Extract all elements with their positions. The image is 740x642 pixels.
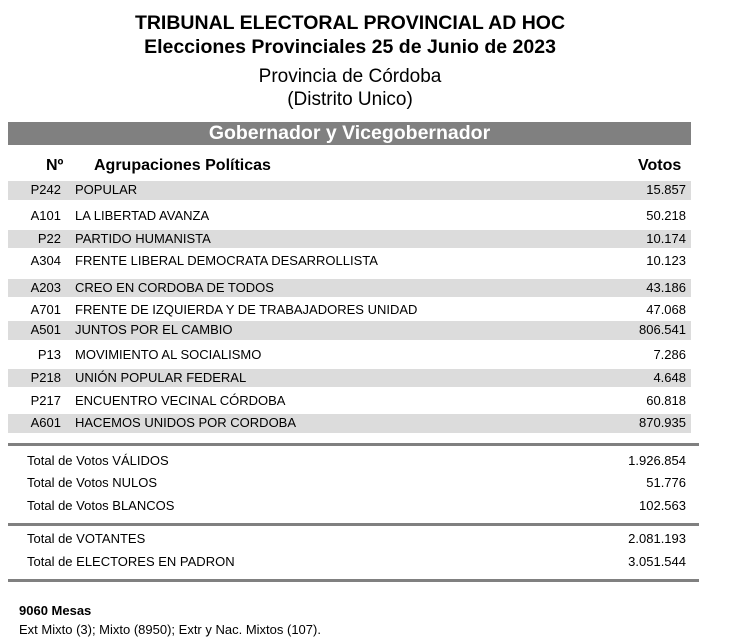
column-header-number: Nº	[46, 157, 64, 174]
party-code: A101	[30, 208, 61, 223]
total-blank-row	[8, 497, 691, 515]
total-value: 102.563	[639, 498, 686, 513]
party-code: P217	[30, 393, 61, 408]
party-name: HACEMOS UNIDOS POR CORDOBA	[75, 415, 297, 430]
table-row	[8, 346, 691, 366]
party-name: JUNTOS POR EL CAMBIO	[75, 322, 233, 337]
party-votes: 60.818	[646, 393, 686, 408]
party-name: POPULAR	[75, 182, 138, 197]
office-banner: Gobernador y Vicegobernador	[8, 122, 691, 145]
party-code: P242	[30, 182, 61, 197]
election-title: Elecciones Provinciales 25 de Junio de 2023	[144, 36, 556, 58]
party-votes: 15.857	[646, 182, 686, 197]
total-value: 3.051.544	[628, 554, 686, 569]
divider	[8, 523, 699, 526]
mesas-detail: Ext Mixto (3); Mixto (8950); Extr y Nac. Mixtos (107).	[19, 622, 321, 637]
results-table	[8, 181, 691, 433]
party-code: P13	[37, 347, 61, 362]
total-voters-row	[8, 530, 691, 548]
party-code: A203	[30, 280, 61, 295]
party-votes: 806.541	[639, 322, 686, 337]
tribunal-title: TRIBUNAL ELECTORAL PROVINCIAL AD HOC	[134, 12, 566, 34]
divider	[8, 579, 699, 582]
party-votes: 10.123	[646, 253, 686, 268]
column-header-votes: Votos	[638, 157, 682, 174]
total-label: Total de Votos BLANCOS	[27, 498, 175, 513]
party-name: PARTIDO HUMANISTA	[75, 231, 211, 246]
party-votes: 47.068	[646, 302, 686, 317]
table-row	[8, 252, 691, 272]
total-label: Total de Votos VÁLIDOS	[27, 453, 169, 468]
party-code: A601	[30, 415, 61, 430]
party-name: MOVIMIENTO AL SOCIALISMO	[75, 347, 262, 362]
party-name: ENCUENTRO VECINAL CÓRDOBA	[75, 393, 286, 408]
party-name: UNIÓN POPULAR FEDERAL	[75, 370, 247, 385]
party-code: P22	[37, 231, 61, 246]
divider	[8, 443, 699, 446]
table-row	[8, 321, 691, 340]
table-row	[8, 181, 691, 200]
table-row	[8, 414, 691, 433]
table-row	[8, 207, 691, 226]
district-name: (Distrito Unico)	[287, 89, 413, 110]
total-value: 2.081.193	[628, 531, 686, 546]
party-votes: 870.935	[639, 415, 686, 430]
party-votes: 50.218	[646, 208, 686, 223]
table-row	[8, 369, 691, 387]
total-null-row	[8, 474, 691, 492]
party-votes: 7.286	[653, 347, 686, 362]
table-row	[8, 279, 691, 297]
party-name: FRENTE DE IZQUIERDA Y DE TRABAJADORES UNIDAD	[75, 302, 418, 317]
total-value: 1.926.854	[628, 453, 686, 468]
party-votes: 4.648	[653, 370, 686, 385]
total-label: Total de VOTANTES	[27, 531, 146, 546]
total-label: Total de ELECTORES EN PADRON	[27, 554, 235, 569]
party-code: P218	[30, 370, 61, 385]
province-name: Provincia de Córdoba	[258, 66, 442, 87]
party-name: LA LIBERTAD AVANZA	[75, 208, 210, 223]
total-label: Total de Votos NULOS	[27, 475, 158, 490]
total-valid-row	[8, 452, 691, 470]
party-name: FRENTE LIBERAL DEMOCRATA DESARROLLISTA	[75, 253, 378, 268]
party-votes: 43.186	[646, 280, 686, 295]
table-row	[8, 392, 691, 412]
table-row	[8, 301, 691, 321]
party-code: A501	[30, 322, 61, 337]
total-value: 51.776	[646, 475, 686, 490]
party-code: A304	[30, 253, 61, 268]
mesas-count: 9060 Mesas	[19, 603, 92, 618]
total-registered-row	[8, 553, 691, 571]
party-votes: 10.174	[646, 231, 686, 246]
party-name: CREO EN CORDOBA DE TODOS	[75, 280, 274, 295]
party-code: A701	[30, 302, 61, 317]
table-row	[8, 230, 691, 248]
column-header-party: Agrupaciones Políticas	[94, 157, 271, 174]
